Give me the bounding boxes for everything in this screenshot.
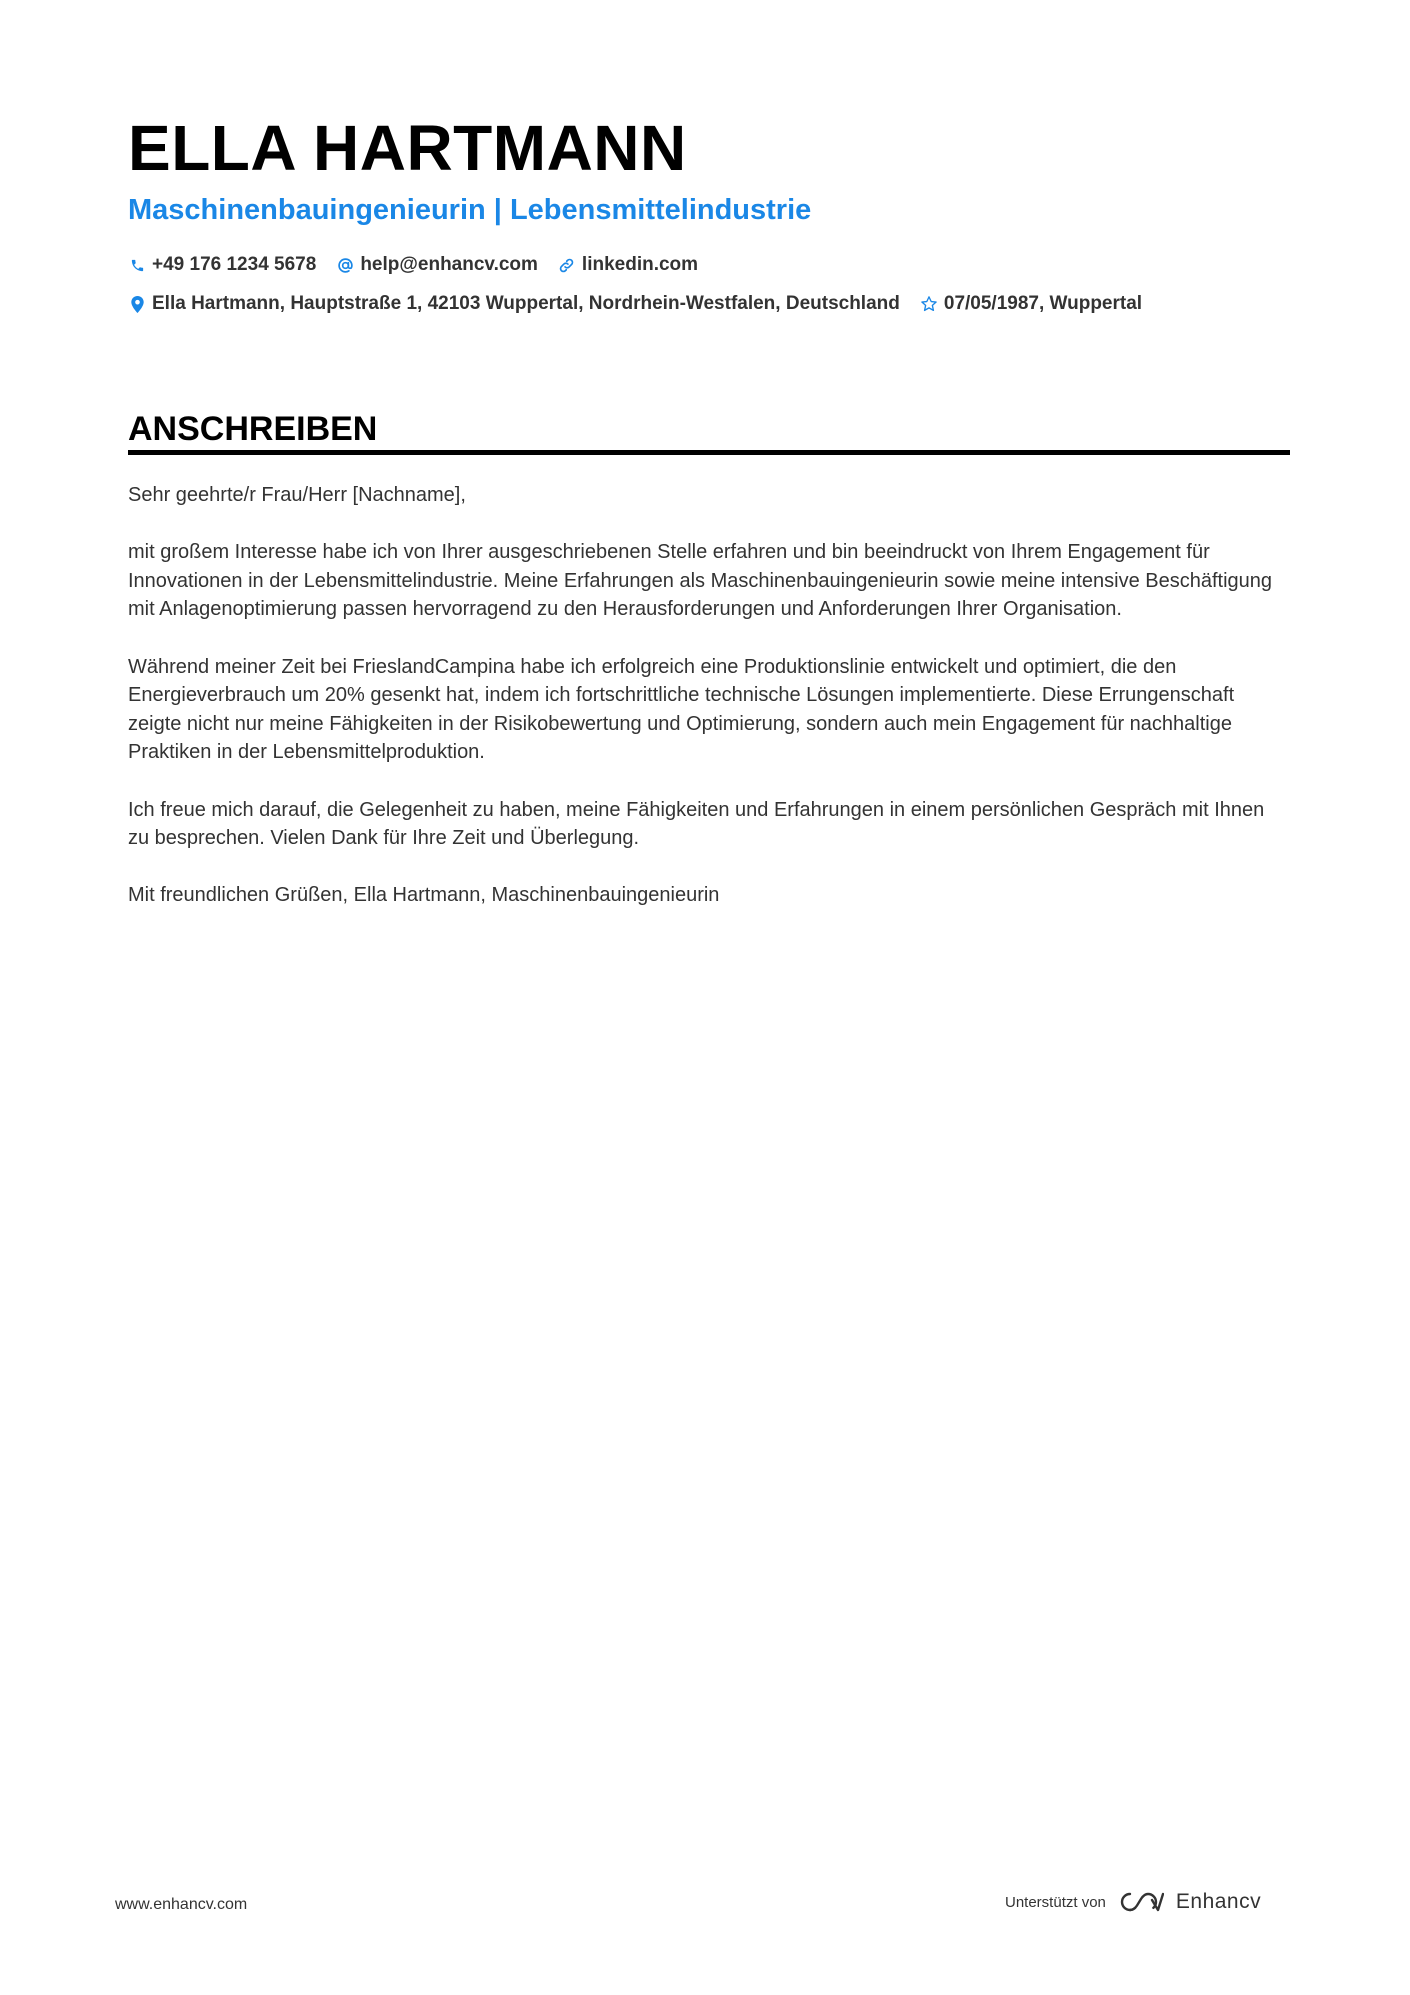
enhancv-logo-icon bbox=[1118, 1890, 1164, 1914]
section-title: ANSCHREIBEN bbox=[128, 410, 378, 448]
contact-address bbox=[128, 293, 900, 315]
postal-address: Ella Hartmann, Hauptstraße 1, 42103 Wuppertal, Nordrhein-Westfalen, Deutschland bbox=[152, 293, 900, 314]
birth-date-place: 07/05/1987, Wuppertal bbox=[943, 293, 1143, 314]
contact-email[interactable] bbox=[336, 254, 538, 276]
phone-icon bbox=[128, 254, 146, 276]
contact-linkedin[interactable] bbox=[558, 254, 698, 276]
section-divider bbox=[128, 450, 1290, 455]
letter-closing: Mit freundlichen Grüßen, Ella Hartmann, Maschinenbauingenieurin bbox=[128, 884, 720, 907]
letter-paragraph: mit großem Interesse habe ich von Ihrer ausgeschriebenen Stelle erfahren und bin beeindruckt von Ihrem Engagement für Innovationen in der Lebensmittelindustrie. Meine Erfahrungen als Maschinenbauingenieurin sowie meine intensive Beschäftigung mit Anlagenoptimierung passen hervorragend zu den Herausforderungen und Anforderungen Ihrer Organisation. bbox=[128, 541, 1273, 621]
letter-body bbox=[128, 481, 1290, 939]
powered-by-label: Unterstützt von bbox=[1005, 1893, 1106, 1911]
letter-paragraph: Ich freue mich darauf, die Gelegenheit zu haben, meine Fähigkeiten und Erfahrungen in einem persönlichen Gespräch mit Ihnen zu besprechen. Vielen Dank für Ihre Zeit und Überlegung. bbox=[128, 798, 1265, 850]
candidate-name: ELLA HARTMANN bbox=[128, 112, 687, 184]
at-icon bbox=[336, 254, 354, 276]
email-address: help@enhancv.com bbox=[360, 254, 538, 275]
job-title: Maschinenbauingenieurin | Lebensmittelindustrie bbox=[128, 194, 812, 226]
contact-row-secondary bbox=[128, 293, 1162, 315]
star-icon bbox=[920, 293, 938, 315]
link-icon bbox=[558, 254, 576, 276]
contact-row-primary bbox=[128, 254, 718, 276]
footer-branding bbox=[1005, 1890, 1261, 1914]
contact-phone[interactable] bbox=[128, 254, 316, 276]
brand-name: Enhancv bbox=[1175, 1890, 1262, 1913]
footer-website[interactable]: www.enhancv.com bbox=[115, 1896, 248, 1913]
phone-number: +49 176 1234 5678 bbox=[152, 254, 317, 275]
letter-paragraph: Während meiner Zeit bei FrieslandCampina habe ich erfolgreich eine Produktionslinie entwickelt und optimiert, die den Energieverbrauch um 20% gesenkt hat, indem ich fortschrittliche technische Lösungen implementierte. Diese Errungenschaft zeigte nicht nur meine Fähigkeiten in der Risikobewertung und Optimierung, sondern auch mein Engagement für nachhaltige Praktiken in der Lebensmittelproduktion. bbox=[128, 655, 1235, 764]
contact-birth bbox=[920, 293, 1142, 315]
letter-salutation: Sehr geehrte/r Frau/Herr [Nachname], bbox=[128, 484, 466, 506]
location-pin-icon bbox=[128, 293, 146, 315]
linkedin-link: linkedin.com bbox=[581, 254, 699, 275]
